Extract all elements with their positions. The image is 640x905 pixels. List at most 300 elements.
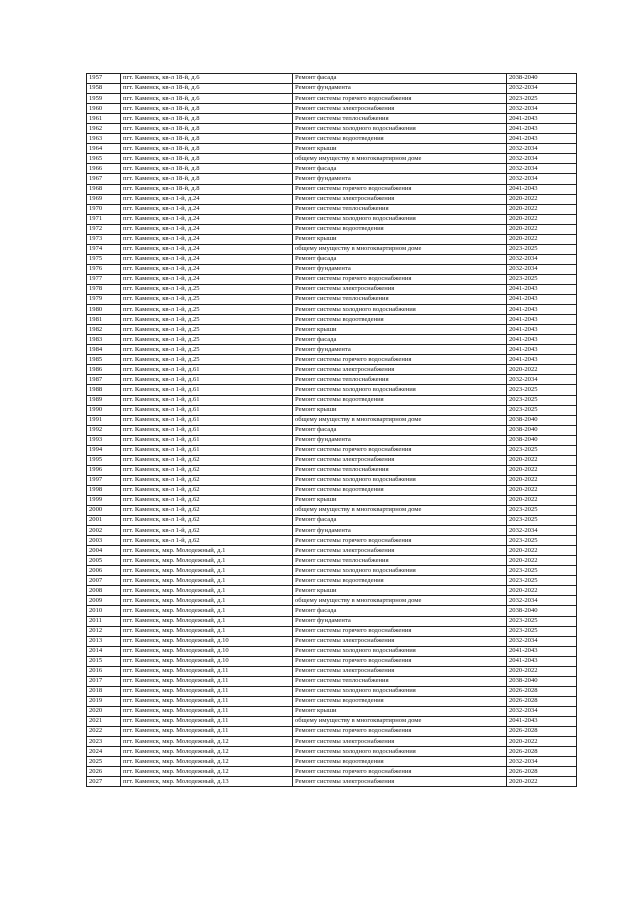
table-row [87,194,577,204]
table-row [87,254,577,264]
period-cell: 2020-2022 [507,455,577,465]
address-cell: пгт. Каменск, кв-л 18-й, д.8 [121,164,293,174]
table-row [87,747,577,757]
address-cell: пгт. Каменск, кв-л 1-й, д.24 [121,204,293,214]
table-row [87,717,577,727]
period-cell: 2023-2025 [507,576,577,586]
work-type-cell: общему имуществу в многоквартирном доме [293,415,507,425]
address-cell: пгт. Каменск, кв-л 1-й, д.62 [121,485,293,495]
address-cell: пгт. Каменск, кв-л 1-й, д.25 [121,305,293,315]
table-row [87,777,577,787]
period-cell: 2020-2022 [507,485,577,495]
address-cell: пгт. Каменск, мкр. Молодежный, д.10 [121,636,293,646]
period-cell: 2032-2034 [507,375,577,385]
work-type-cell: Ремонт фундамента [293,345,507,355]
period-cell: 2023-2025 [507,405,577,415]
table-row [87,475,577,485]
row-number-cell: 1970 [87,204,121,214]
table-row [87,676,577,686]
period-cell: 2032-2034 [507,596,577,606]
table-row [87,556,577,566]
address-cell: пгт. Каменск, кв-л 1-й, д.62 [121,536,293,546]
period-cell: 2038-2040 [507,676,577,686]
period-cell: 2041-2043 [507,305,577,315]
work-type-cell: Ремонт системы горячего водоснабжения [293,656,507,666]
work-type-cell: Ремонт системы электроснабжения [293,194,507,204]
row-number-cell: 1963 [87,134,121,144]
period-cell: 2038-2040 [507,74,577,84]
row-number-cell: 1958 [87,84,121,94]
work-type-cell: Ремонт системы теплоснабжения [293,375,507,385]
table-row [87,104,577,114]
row-number-cell: 1983 [87,335,121,345]
work-type-cell: общему имуществу в многоквартирном доме [293,717,507,727]
address-cell: пгт. Каменск, кв-л 1-й, д.62 [121,475,293,485]
work-type-cell: Ремонт системы электроснабжения [293,104,507,114]
table-row [87,114,577,124]
work-type-cell: общему имуществу в многоквартирном доме [293,506,507,516]
row-number-cell: 2020 [87,706,121,716]
address-cell: пгт. Каменск, кв-л 1-й, д.24 [121,224,293,234]
row-number-cell: 2013 [87,636,121,646]
row-number-cell: 2023 [87,737,121,747]
table-row [87,706,577,716]
row-number-cell: 2022 [87,727,121,737]
period-cell: 2041-2043 [507,656,577,666]
table-row [87,134,577,144]
address-cell: пгт. Каменск, кв-л 1-й, д.61 [121,385,293,395]
row-number-cell: 2026 [87,767,121,777]
row-number-cell: 1966 [87,164,121,174]
table-row [87,144,577,154]
work-type-cell: Ремонт системы теплоснабжения [293,465,507,475]
row-number-cell: 2005 [87,556,121,566]
row-number-cell: 1977 [87,274,121,284]
table-row [87,224,577,234]
row-number-cell: 1960 [87,104,121,114]
period-cell: 2032-2034 [507,636,577,646]
table-row [87,74,577,84]
address-cell: пгт. Каменск, кв-л 1-й, д.24 [121,234,293,244]
period-cell: 2032-2034 [507,254,577,264]
period-cell: 2020-2022 [507,556,577,566]
work-type-cell: Ремонт крыши [293,234,507,244]
work-type-cell: Ремонт системы холодного водоснабжения [293,385,507,395]
address-cell: пгт. Каменск, мкр. Молодежный, д.11 [121,727,293,737]
row-number-cell: 1995 [87,455,121,465]
address-cell: пгт. Каменск, кв-л 18-й, д.8 [121,114,293,124]
period-cell: 2041-2043 [507,325,577,335]
work-type-cell: Ремонт системы холодного водоснабжения [293,305,507,315]
row-number-cell: 1959 [87,94,121,104]
address-cell: пгт. Каменск, мкр. Молодежный, д.12 [121,737,293,747]
period-cell: 2041-2043 [507,184,577,194]
row-number-cell: 2027 [87,777,121,787]
row-number-cell: 2000 [87,506,121,516]
table-row [87,686,577,696]
work-type-cell: Ремонт крыши [293,325,507,335]
table-row [87,124,577,134]
period-cell: 2032-2034 [507,154,577,164]
work-type-cell: Ремонт системы электроснабжения [293,455,507,465]
row-number-cell: 2014 [87,646,121,656]
address-cell: пгт. Каменск, кв-л 1-й, д.24 [121,194,293,204]
period-cell: 2020-2022 [507,365,577,375]
table-row [87,405,577,415]
row-number-cell: 2019 [87,696,121,706]
address-cell: пгт. Каменск, кв-л 1-й, д.61 [121,425,293,435]
table-row [87,234,577,244]
work-type-cell: Ремонт системы горячего водоснабжения [293,355,507,365]
table-row [87,636,577,646]
period-cell: 2032-2034 [507,706,577,716]
period-cell: 2041-2043 [507,134,577,144]
address-cell: пгт. Каменск, кв-л 18-й, д.8 [121,144,293,154]
period-cell: 2020-2022 [507,224,577,234]
address-cell: пгт. Каменск, кв-л 1-й, д.25 [121,355,293,365]
period-cell: 2032-2034 [507,264,577,274]
period-cell: 2026-2028 [507,767,577,777]
table-row [87,465,577,475]
row-number-cell: 1957 [87,74,121,84]
row-number-cell: 1979 [87,295,121,305]
table-row [87,355,577,365]
table-row [87,94,577,104]
period-cell: 2032-2034 [507,84,577,94]
work-type-cell: Ремонт системы электроснабжения [293,365,507,375]
address-cell: пгт. Каменск, кв-л 1-й, д.62 [121,526,293,536]
row-number-cell: 1971 [87,214,121,224]
period-cell: 2023-2025 [507,616,577,626]
row-number-cell: 2003 [87,536,121,546]
address-cell: пгт. Каменск, мкр. Молодежный, д.10 [121,646,293,656]
work-type-cell: Ремонт системы холодного водоснабжения [293,214,507,224]
address-cell: пгт. Каменск, кв-л 1-й, д.61 [121,445,293,455]
row-number-cell: 1962 [87,124,121,134]
table-row [87,295,577,305]
work-type-cell: Ремонт фундамента [293,264,507,274]
work-type-cell: Ремонт фасада [293,254,507,264]
work-type-cell: Ремонт системы горячего водоснабжения [293,626,507,636]
table-row [87,767,577,777]
work-type-cell: Ремонт системы холодного водоснабжения [293,124,507,134]
address-cell: пгт. Каменск, кв-л 1-й, д.61 [121,375,293,385]
address-cell: пгт. Каменск, мкр. Молодежный, д.11 [121,686,293,696]
address-cell: пгт. Каменск, мкр. Молодежный, д.1 [121,616,293,626]
table-row [87,516,577,526]
period-cell: 2020-2022 [507,475,577,485]
table-row [87,727,577,737]
row-number-cell: 1986 [87,365,121,375]
table-row [87,435,577,445]
row-number-cell: 1991 [87,415,121,425]
address-cell: пгт. Каменск, мкр. Молодежный, д.1 [121,606,293,616]
row-number-cell: 2006 [87,566,121,576]
work-type-cell: Ремонт фундамента [293,84,507,94]
address-cell: пгт. Каменск, кв-л 18-й, д.6 [121,94,293,104]
period-cell: 2020-2022 [507,465,577,475]
address-cell: пгт. Каменск, кв-л 1-й, д.61 [121,405,293,415]
work-type-cell: Ремонт системы теплоснабжения [293,204,507,214]
work-type-cell: Ремонт фасада [293,74,507,84]
period-cell: 2023-2025 [507,274,577,284]
work-type-cell: Ремонт системы электроснабжения [293,636,507,646]
row-number-cell: 1994 [87,445,121,455]
period-cell: 2041-2043 [507,315,577,325]
work-type-cell: Ремонт системы электроснабжения [293,546,507,556]
row-number-cell: 2010 [87,606,121,616]
table-row [87,385,577,395]
row-number-cell: 1984 [87,345,121,355]
period-cell: 2041-2043 [507,114,577,124]
table-row [87,284,577,294]
address-cell: пгт. Каменск, кв-л 1-й, д.62 [121,506,293,516]
address-cell: пгт. Каменск, мкр. Молодежный, д.1 [121,576,293,586]
work-type-cell: Ремонт системы водоотведения [293,315,507,325]
address-cell: пгт. Каменск, кв-л 1-й, д.25 [121,315,293,325]
table-row [87,606,577,616]
address-cell: пгт. Каменск, кв-л 1-й, д.24 [121,264,293,274]
row-number-cell: 2015 [87,656,121,666]
period-cell: 2023-2025 [507,385,577,395]
period-cell: 2032-2034 [507,164,577,174]
address-cell: пгт. Каменск, кв-л 18-й, д.8 [121,154,293,164]
work-type-cell: Ремонт системы водоотведения [293,395,507,405]
period-cell: 2041-2043 [507,646,577,656]
table-row [87,445,577,455]
work-type-cell: Ремонт системы горячего водоснабжения [293,727,507,737]
work-type-cell: Ремонт фасада [293,164,507,174]
row-number-cell: 2002 [87,526,121,536]
work-type-cell: Ремонт фундамента [293,616,507,626]
table-row [87,757,577,767]
address-cell: пгт. Каменск, мкр. Молодежный, д.1 [121,586,293,596]
work-type-cell: Ремонт системы холодного водоснабжения [293,747,507,757]
table-row [87,455,577,465]
table-row [87,214,577,224]
address-cell: пгт. Каменск, мкр. Молодежный, д.11 [121,676,293,686]
period-cell: 2020-2022 [507,546,577,556]
address-cell: пгт. Каменск, кв-л 1-й, д.25 [121,345,293,355]
address-cell: пгт. Каменск, кв-л 1-й, д.25 [121,295,293,305]
period-cell: 2023-2025 [507,94,577,104]
row-number-cell: 1988 [87,385,121,395]
address-cell: пгт. Каменск, кв-л 1-й, д.24 [121,254,293,264]
table-row [87,325,577,335]
period-cell: 2023-2025 [507,506,577,516]
table-row [87,365,577,375]
period-cell: 2032-2034 [507,526,577,536]
address-cell: пгт. Каменск, мкр. Молодежный, д.11 [121,696,293,706]
row-number-cell: 1965 [87,154,121,164]
address-cell: пгт. Каменск, кв-л 1-й, д.24 [121,274,293,284]
table-row [87,84,577,94]
period-cell: 2020-2022 [507,234,577,244]
period-cell: 2038-2040 [507,606,577,616]
period-cell: 2020-2022 [507,737,577,747]
row-number-cell: 2025 [87,757,121,767]
row-number-cell: 1982 [87,325,121,335]
table-row [87,546,577,556]
work-type-cell: Ремонт системы горячего водоснабжения [293,184,507,194]
work-type-cell: Ремонт системы теплоснабжения [293,556,507,566]
row-number-cell: 1973 [87,234,121,244]
period-cell: 2023-2025 [507,395,577,405]
row-number-cell: 1985 [87,355,121,365]
work-type-cell: Ремонт системы электроснабжения [293,777,507,787]
address-cell: пгт. Каменск, мкр. Молодежный, д.13 [121,777,293,787]
work-type-cell: Ремонт системы водоотведения [293,576,507,586]
table-row [87,274,577,284]
period-cell: 2032-2034 [507,757,577,767]
row-number-cell: 1972 [87,224,121,234]
period-cell: 2032-2034 [507,174,577,184]
period-cell: 2041-2043 [507,335,577,345]
table-row [87,646,577,656]
period-cell: 2041-2043 [507,295,577,305]
address-cell: пгт. Каменск, кв-л 1-й, д.62 [121,516,293,526]
work-type-cell: Ремонт фундамента [293,526,507,536]
address-cell: пгт. Каменск, мкр. Молодежный, д.12 [121,757,293,767]
table-row [87,244,577,254]
row-number-cell: 2004 [87,546,121,556]
period-cell: 2041-2043 [507,355,577,365]
table-row [87,536,577,546]
table-row [87,596,577,606]
address-cell: пгт. Каменск, кв-л 1-й, д.24 [121,214,293,224]
address-cell: пгт. Каменск, кв-л 18-й, д.8 [121,134,293,144]
table-row [87,184,577,194]
address-cell: пгт. Каменск, кв-л 1-й, д.62 [121,455,293,465]
row-number-cell: 1969 [87,194,121,204]
table-row [87,425,577,435]
work-type-cell: Ремонт системы водоотведения [293,134,507,144]
period-cell: 2023-2025 [507,445,577,455]
address-cell: пгт. Каменск, мкр. Молодежный, д.11 [121,706,293,716]
address-cell: пгт. Каменск, кв-л 1-й, д.25 [121,284,293,294]
work-type-cell: Ремонт системы водоотведения [293,757,507,767]
period-cell: 2026-2028 [507,686,577,696]
row-number-cell: 2021 [87,717,121,727]
table-row [87,576,577,586]
table-row [87,656,577,666]
work-type-cell: Ремонт системы горячего водоснабжения [293,536,507,546]
repair-schedule-table [86,73,577,787]
table-row [87,626,577,636]
table-row [87,526,577,536]
address-cell: пгт. Каменск, мкр. Молодежный, д.10 [121,656,293,666]
period-cell: 2020-2022 [507,586,577,596]
table-row [87,264,577,274]
period-cell: 2041-2043 [507,284,577,294]
address-cell: пгт. Каменск, кв-л 1-й, д.24 [121,244,293,254]
period-cell: 2023-2025 [507,516,577,526]
period-cell: 2041-2043 [507,124,577,134]
period-cell: 2020-2022 [507,666,577,676]
address-cell: пгт. Каменск, мкр. Молодежный, д.1 [121,596,293,606]
work-type-cell: Ремонт системы горячего водоснабжения [293,94,507,104]
row-number-cell: 2018 [87,686,121,696]
period-cell: 2038-2040 [507,415,577,425]
address-cell: пгт. Каменск, мкр. Молодежный, д.12 [121,747,293,757]
table-row [87,586,577,596]
period-cell: 2020-2022 [507,495,577,505]
period-cell: 2023-2025 [507,626,577,636]
work-type-cell: Ремонт системы холодного водоснабжения [293,566,507,576]
work-type-cell: Ремонт системы теплоснабжения [293,295,507,305]
row-number-cell: 1976 [87,264,121,274]
period-cell: 2041-2043 [507,717,577,727]
row-number-cell: 1997 [87,475,121,485]
period-cell: 2041-2043 [507,345,577,355]
period-cell: 2038-2040 [507,435,577,445]
row-number-cell: 1978 [87,284,121,294]
table-row [87,495,577,505]
address-cell: пгт. Каменск, кв-л 1-й, д.25 [121,325,293,335]
work-type-cell: Ремонт фасада [293,425,507,435]
row-number-cell: 1987 [87,375,121,385]
work-type-cell: Ремонт крыши [293,495,507,505]
work-type-cell: Ремонт фасада [293,606,507,616]
address-cell: пгт. Каменск, кв-л 1-й, д.61 [121,395,293,405]
row-number-cell: 1980 [87,305,121,315]
table-row [87,566,577,576]
work-type-cell: Ремонт системы горячего водоснабжения [293,274,507,284]
address-cell: пгт. Каменск, кв-л 1-й, д.25 [121,335,293,345]
work-type-cell: Ремонт фасада [293,335,507,345]
row-number-cell: 1975 [87,254,121,264]
table-row [87,204,577,214]
row-number-cell: 2024 [87,747,121,757]
work-type-cell: Ремонт системы холодного водоснабжения [293,646,507,656]
period-cell: 2026-2028 [507,696,577,706]
table-row [87,164,577,174]
address-cell: пгт. Каменск, кв-л 1-й, д.61 [121,415,293,425]
row-number-cell: 2009 [87,596,121,606]
row-number-cell: 1993 [87,435,121,445]
address-cell: пгт. Каменск, кв-л 18-й, д.8 [121,174,293,184]
table-row [87,415,577,425]
period-cell: 2023-2025 [507,536,577,546]
table-row [87,485,577,495]
work-type-cell: Ремонт системы холодного водоснабжения [293,475,507,485]
work-type-cell: Ремонт системы холодного водоснабжения [293,686,507,696]
work-type-cell: Ремонт системы теплоснабжения [293,114,507,124]
row-number-cell: 1974 [87,244,121,254]
work-type-cell: общему имуществу в многоквартирном доме [293,154,507,164]
work-type-cell: Ремонт фасада [293,516,507,526]
work-type-cell: Ремонт системы горячего водоснабжения [293,767,507,777]
work-type-cell: общему имуществу в многоквартирном доме [293,596,507,606]
address-cell: пгт. Каменск, мкр. Молодежный, д.11 [121,717,293,727]
row-number-cell: 2016 [87,666,121,676]
address-cell: пгт. Каменск, мкр. Молодежный, д.1 [121,556,293,566]
row-number-cell: 1961 [87,114,121,124]
work-type-cell: Ремонт крыши [293,586,507,596]
work-type-cell: Ремонт фундамента [293,435,507,445]
table-row [87,154,577,164]
address-cell: пгт. Каменск, мкр. Молодежный, д.1 [121,626,293,636]
row-number-cell: 2012 [87,626,121,636]
row-number-cell: 1967 [87,174,121,184]
row-number-cell: 1989 [87,395,121,405]
work-type-cell: Ремонт крыши [293,405,507,415]
table-row [87,345,577,355]
address-cell: пгт. Каменск, мкр. Молодежный, д.12 [121,767,293,777]
table-row [87,174,577,184]
row-number-cell: 1981 [87,315,121,325]
address-cell: пгт. Каменск, кв-л 1-й, д.62 [121,495,293,505]
